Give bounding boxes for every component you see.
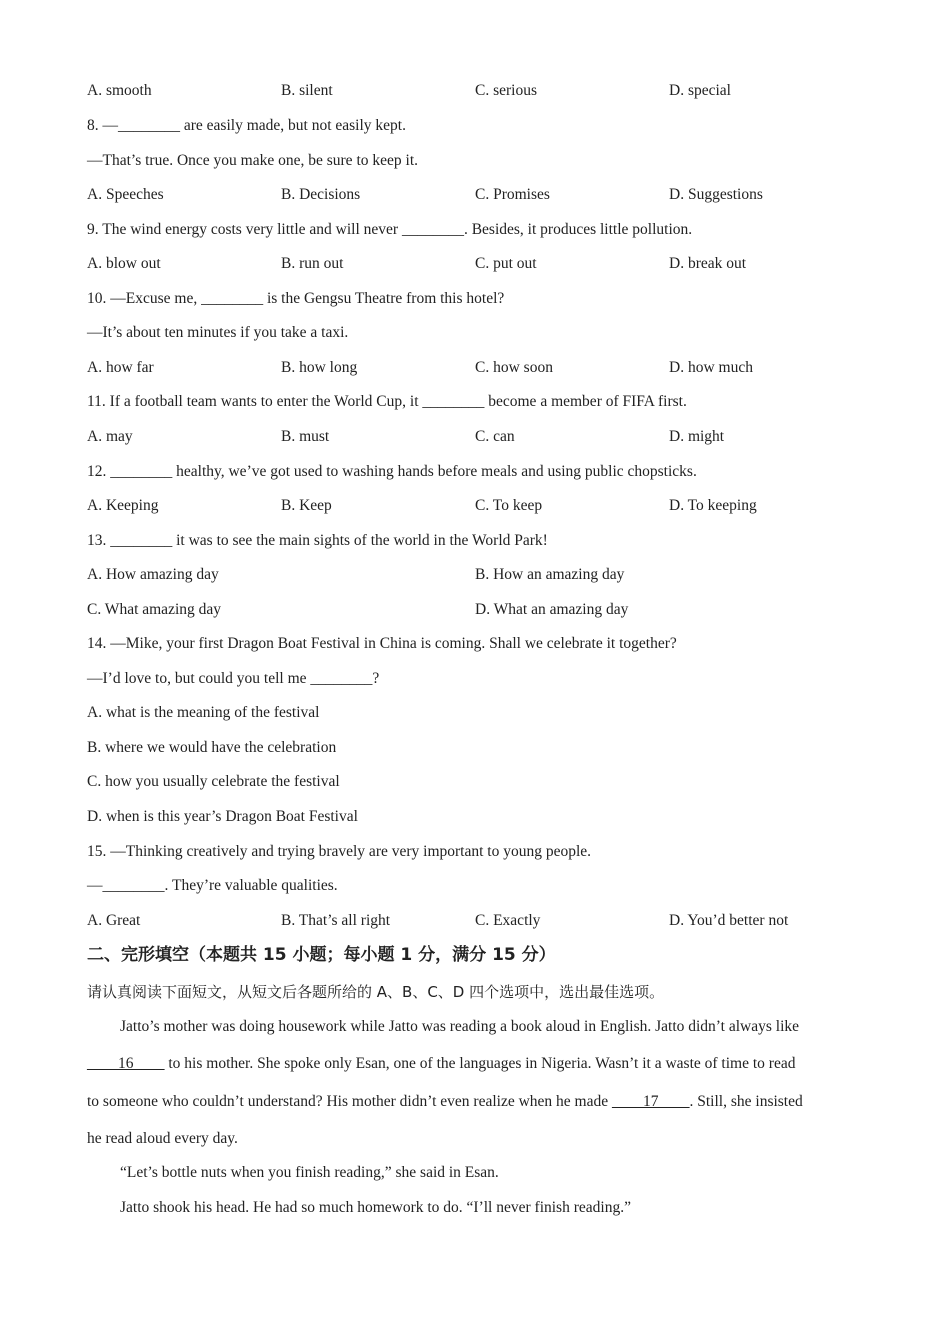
q15-option-c[interactable]: C. Exactly <box>475 912 541 929</box>
q13-option-c[interactable]: C. What amazing day <box>87 601 222 618</box>
q12-option-d[interactable]: D. To keeping <box>669 497 757 514</box>
section-instruction: 请认真阅读下面短文，从短文后各题所给的 A、B、C、D 四个选项中，选出最佳选项。 <box>87 983 665 1001</box>
q15-option-d[interactable]: D. You’d better not <box>669 912 789 929</box>
q13-stem: 13. ________ it was to see the main sights of the world in the World Park! <box>87 532 548 549</box>
q10-option-d[interactable]: D. how much <box>669 359 753 376</box>
q10-option-a[interactable]: A. how far <box>87 359 154 376</box>
q8-stem: 8. —________ are easily made, but not easily kept. <box>87 117 406 134</box>
q7-option-c[interactable]: C. serious <box>475 82 537 99</box>
q12-option-a[interactable]: A. Keeping <box>87 497 159 514</box>
q7-option-a[interactable]: A. smooth <box>87 82 152 99</box>
q11-option-c[interactable]: C. can <box>475 428 515 445</box>
q11-option-d[interactable]: D. might <box>669 428 725 445</box>
q8-option-c[interactable]: C. Promises <box>475 186 550 203</box>
q11-option-b[interactable]: B. must <box>281 428 330 445</box>
q10-reply: —It’s about ten minutes if you take a taxi. <box>87 324 349 341</box>
passage-paragraph-3: Jatto shook his head. He had so much homework to do. “I’ll never finish reading.” <box>120 1199 631 1216</box>
q9-option-b[interactable]: B. run out <box>281 255 344 272</box>
q15-option-b[interactable]: B. That’s all right <box>281 912 391 929</box>
q11-stem: 11. If a football team wants to enter the World Cup, it ________ become a member of FIFA first. <box>87 393 687 410</box>
passage-line-3 <box>87 1092 803 1112</box>
q10-stem: 10. —Excuse me, ________ is the Gengsu Theatre from this hotel? <box>87 290 505 307</box>
q9-option-c[interactable]: C. put out <box>475 255 537 272</box>
q9-option-a[interactable]: A. blow out <box>87 255 161 272</box>
q7-option-b[interactable]: B. silent <box>281 82 333 99</box>
section-heading: 二、完形填空（本题共 15 小题；每小题 1 分，满分 15 分） <box>87 945 556 965</box>
q15-option-a[interactable]: A. Great <box>87 912 141 929</box>
q10-option-b[interactable]: B. how long <box>281 359 358 376</box>
q12-option-b[interactable]: B. Keep <box>281 497 332 514</box>
q11-option-a[interactable]: A. may <box>87 428 133 445</box>
q13-option-a[interactable]: A. How amazing day <box>87 566 219 583</box>
q10-option-c[interactable]: C. how soon <box>475 359 553 376</box>
passage-text: . Still, she insisted <box>689 1093 803 1110</box>
q14-option-a[interactable]: A. what is the meaning of the festival <box>87 704 320 721</box>
q8-reply: —That’s true. Once you make one, be sure to keep it. <box>87 152 418 169</box>
passage-paragraph-2: “Let’s bottle nuts when you finish reading,” she said in Esan. <box>120 1164 499 1181</box>
q12-stem: 12. ________ healthy, we’ve got used to washing hands before meals and using public chopsticks. <box>87 463 697 480</box>
q13-option-b[interactable]: B. How an amazing day <box>475 566 625 583</box>
q15-stem: 15. —Thinking creatively and trying bravely are very important to young people. <box>87 843 592 860</box>
q8-option-b[interactable]: B. Decisions <box>281 186 361 203</box>
q7-option-d[interactable]: D. special <box>669 82 731 99</box>
q15-reply: —________. They’re valuable qualities. <box>87 877 338 894</box>
q13-option-d[interactable]: D. What an amazing day <box>475 601 629 618</box>
passage-line-4: he read aloud every day. <box>87 1130 238 1147</box>
q14-reply: —I’d love to, but could you tell me ________? <box>87 670 380 687</box>
passage-text: to his mother. She spoke only Esan, one of the languages in Nigeria. Wasn’t it a waste of time to read <box>164 1055 796 1072</box>
blank-17[interactable]: ____17____ <box>612 1093 690 1110</box>
passage-line-2 <box>87 1054 795 1074</box>
q9-stem: 9. The wind energy costs very little and will never ________. Besides, it produces little pollution. <box>87 221 693 238</box>
q14-stem: 14. —Mike, your first Dragon Boat Festival in China is coming. Shall we celebrate it together? <box>87 635 677 652</box>
q12-option-c[interactable]: C. To keep <box>475 497 543 514</box>
q8-option-a[interactable]: A. Speeches <box>87 186 164 203</box>
q8-option-d[interactable]: D. Suggestions <box>669 186 763 203</box>
passage-line-1: Jatto’s mother was doing housework while Jatto was reading a book aloud in English. Jatto didn’t always like <box>120 1018 800 1035</box>
q14-option-c[interactable]: C. how you usually celebrate the festival <box>87 773 340 790</box>
passage-text: to someone who couldn’t understand? His mother didn’t even realize when he made <box>87 1093 612 1110</box>
blank-16[interactable]: ____16____ <box>87 1055 165 1072</box>
q14-option-b[interactable]: B. where we would have the celebration <box>87 739 337 756</box>
q9-option-d[interactable]: D. break out <box>669 255 747 272</box>
q14-option-d[interactable]: D. when is this year’s Dragon Boat Festival <box>87 808 358 825</box>
